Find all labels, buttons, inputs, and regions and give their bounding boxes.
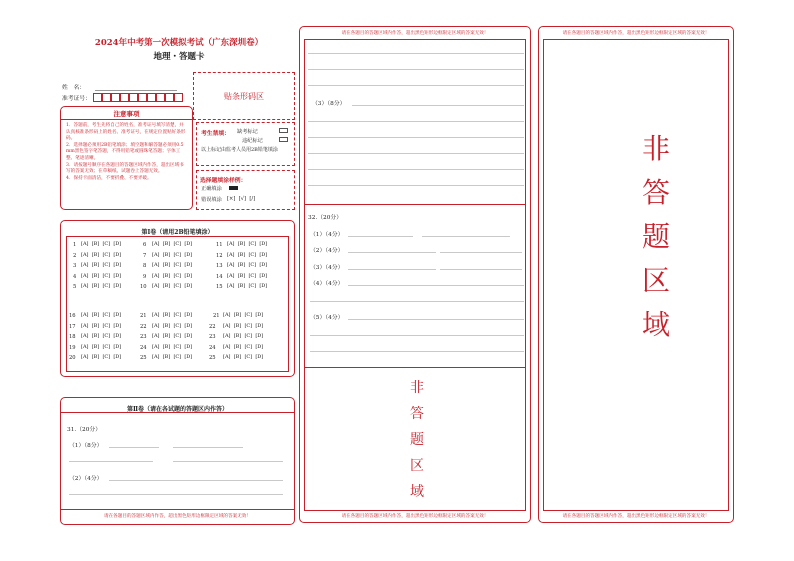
question-number: 8	[143, 263, 147, 269]
non-answer-char: 区	[641, 264, 670, 297]
answer-line[interactable]	[109, 480, 283, 481]
non-answer-char: 非	[410, 380, 424, 396]
notes-box	[60, 106, 193, 210]
question-number: 15	[216, 284, 223, 290]
question-number: 23	[209, 334, 216, 340]
q32-4-label: （4）（4分）	[310, 281, 344, 287]
barcode-area	[193, 72, 295, 120]
answer-bubbles[interactable]: [A] [B] [C] [D]	[81, 241, 122, 247]
wrong-fill-label: 错误填涂	[201, 197, 222, 203]
question-number: 19	[69, 344, 76, 351]
non-answer-char: 区	[410, 458, 424, 474]
q32-2-label: （2）（4分）	[310, 248, 344, 254]
answer-bubbles[interactable]: [A] [B] [C] [D]	[81, 354, 122, 360]
question-number: 22	[209, 323, 216, 330]
question-number: 9	[143, 273, 147, 280]
answer-bubbles[interactable]: [A] [B] [C] [D]	[81, 333, 122, 339]
name-line[interactable]	[95, 90, 177, 91]
non-answer-char: 域	[410, 484, 424, 500]
answer-bubbles[interactable]: [A] [B] [C] [D]	[227, 251, 268, 258]
answer-line[interactable]	[440, 269, 522, 270]
answer-bubbles[interactable]: [A] [B] [C] [D]	[227, 283, 268, 289]
warning-text: 请在各题目的答题区域内作答，超出黑色矩形边框限定区域的答案无效！	[341, 31, 489, 36]
answer-line[interactable]	[308, 137, 524, 138]
fill-sample-box	[196, 170, 295, 210]
page-title: 2024年中考第一次模拟考试（广东深圳卷）	[94, 38, 264, 48]
q32-1-label: （1）（4分）	[310, 232, 344, 238]
answer-line[interactable]	[440, 252, 522, 253]
non-answer-char: 域	[641, 308, 670, 341]
question-number: 12	[216, 252, 223, 259]
answer-line[interactable]	[109, 447, 159, 448]
answer-line[interactable]	[308, 85, 524, 86]
question-number: 16	[69, 313, 76, 319]
note-item: 2．选择题必须用2B铅笔填涂；填空题和解答题必须用0.5 mm黑色签字笔答题，不得用铅笔或圆珠笔答题；字体工整、笔迹清晰。	[66, 142, 184, 161]
wrong-fill-marks: [×] [√] [/]	[227, 196, 256, 202]
question-number: 5	[73, 284, 77, 290]
answer-line[interactable]	[69, 461, 153, 462]
answer-line[interactable]	[69, 494, 283, 495]
answer-line[interactable]	[310, 301, 524, 302]
question-number: 18	[69, 334, 76, 340]
question-number: 3	[73, 263, 77, 269]
answer-line[interactable]	[308, 185, 524, 186]
answer-bubbles[interactable]: [A] [B] [C] [D]	[81, 283, 122, 289]
answer-bubbles[interactable]: [A] [B] [C] [D]	[81, 262, 122, 268]
answer-line[interactable]	[173, 461, 283, 462]
absent-mark-label: 缺考标记	[237, 129, 258, 135]
answer-bubbles[interactable]: [A] [B] [C] [D]	[223, 322, 264, 329]
question-number: 17	[69, 323, 76, 330]
answer-bubbles[interactable]: [A] [B] [C] [D]	[227, 241, 268, 247]
warning-text: 请在各题目的答题区域内作答，超出黑色矩形边框限定区域的答案无效！	[103, 514, 251, 519]
answer-line[interactable]	[308, 69, 524, 70]
question-number: 25	[140, 355, 147, 361]
note-item: 4．保持卡面清洁，不要折叠、不要弄破。	[66, 175, 152, 181]
q31-label: 31.（20分）	[67, 427, 101, 433]
exam-status-box	[196, 122, 295, 166]
answer-bubbles[interactable]: [A] [B] [C] [D]	[223, 343, 264, 350]
answer-bubbles[interactable]: [A] [B] [C] [D]	[81, 312, 122, 318]
non-answer-char: 答	[410, 406, 424, 422]
answer-line[interactable]	[348, 269, 436, 270]
answer-column-2	[299, 26, 531, 523]
answer-bubbles[interactable]: [A] [B] [C] [D]	[152, 283, 193, 289]
exam-status-note: 以上标记由监考人员用2B铅笔填涂	[201, 147, 278, 153]
violation-mark-label: 违纪标记	[242, 138, 263, 144]
correct-fill-label: 正确填涂	[201, 186, 222, 192]
correct-fill-mark	[229, 186, 238, 190]
q32-5-label: （5）（4分）	[310, 315, 344, 321]
answer-bubbles[interactable]: [A] [B] [C] [D]	[152, 241, 193, 247]
question-number: 13	[216, 263, 223, 269]
non-answer-char: 答	[641, 176, 670, 209]
answer-bubbles[interactable]: [A] [B] [C] [D]	[152, 333, 193, 339]
answer-bubbles[interactable]: [A] [B] [C] [D]	[223, 312, 264, 318]
answer-bubbles[interactable]: [A] [B] [C] [D]	[152, 322, 193, 329]
q31-2-label: （2）（4分）	[69, 476, 103, 482]
answer-bubbles[interactable]: [A] [B] [C] [D]	[152, 262, 193, 268]
question-number: 21	[213, 313, 220, 319]
non-answer-char: 题	[410, 432, 424, 448]
exam-id-label: 准考证号：	[62, 96, 91, 102]
answer-line[interactable]	[348, 252, 436, 253]
warning-text: 请在各题目的答题区域内作答，超出黑色矩形边框限定区域的答案无效！	[341, 514, 489, 519]
part2-title: 第Ⅱ卷（请在各试题的答题区内作答）	[126, 406, 229, 413]
absent-checkbox[interactable]	[279, 128, 288, 133]
answer-bubbles[interactable]: [A] [B] [C] [D]	[152, 354, 193, 360]
question-number: 4	[73, 273, 77, 280]
answer-bubbles[interactable]: [A] [B] [C] [D]	[152, 312, 193, 318]
note-item: 3．请按题号顺序在各题目的答题区域内作答，超出区域书写的答案无效；在草稿纸、试题卷上答题无效。	[66, 162, 184, 175]
answer-line[interactable]	[310, 335, 524, 336]
non-answer-char: 题	[641, 220, 670, 253]
part1-box	[60, 220, 295, 377]
violation-checkbox[interactable]	[279, 137, 288, 142]
answer-line[interactable]	[308, 169, 524, 170]
answer-bubbles[interactable]: [A] [B] [C] [D]	[81, 251, 122, 258]
question-number: 25	[209, 355, 216, 361]
question-number: 23	[140, 334, 147, 340]
answer-bubbles[interactable]: [A] [B] [C] [D]	[152, 251, 193, 258]
answer-bubbles[interactable]: [A] [B] [C] [D]	[81, 343, 122, 350]
answer-bubbles[interactable]: [A] [B] [C] [D]	[152, 343, 193, 350]
answer-line[interactable]	[348, 236, 413, 237]
question-number: 10	[140, 284, 147, 290]
warning-text: 请在各题目的答题区域内作答，超出黑色矩形边框限定区域的答案无效！	[562, 31, 710, 36]
part2-box	[60, 397, 295, 525]
question-number: 22	[140, 323, 147, 330]
answer-bubbles[interactable]: [A] [B] [C] [D]	[152, 272, 193, 279]
section-divider	[304, 204, 526, 205]
barcode-label: 贴条形码区	[224, 91, 264, 101]
question-number: 7	[143, 252, 147, 259]
q32-3-label: （3）（4分）	[310, 265, 344, 271]
non-answer-char: 非	[641, 132, 670, 165]
answer-line[interactable]	[173, 447, 243, 448]
name-label: 姓 名：	[62, 85, 86, 91]
answer-bubbles[interactable]: [A] [B] [C] [D]	[81, 322, 122, 329]
q31-1-label: （1）（8分）	[69, 443, 103, 449]
answer-bubbles[interactable]: [A] [B] [C] [D]	[227, 262, 268, 268]
note-item: 1．答题前，考生先将自己的姓名，准考证号填写清楚，并认真核准条形码上的姓名、准考证号，在规定位置贴好条形码。	[66, 123, 186, 142]
fill-sample-title: 选择题填涂样例：	[200, 178, 247, 184]
answer-line[interactable]	[348, 285, 524, 286]
question-number: 2	[73, 252, 77, 259]
q30-3-label: （3）（8分）	[312, 101, 346, 107]
answer-bubbles[interactable]: [A] [B] [C] [D]	[223, 354, 264, 360]
answer-line[interactable]	[308, 153, 524, 154]
page-subtitle: 地理・答题卡	[153, 52, 205, 62]
warning-text: 请在各题目的答题区域内作答，超出黑色矩形边框限定区域的答案无效！	[562, 514, 710, 519]
answer-line[interactable]	[352, 105, 524, 106]
answer-line[interactable]	[308, 53, 524, 54]
answer-line[interactable]	[422, 236, 510, 237]
question-number: 24	[140, 344, 147, 351]
answer-bubbles[interactable]: [A] [B] [C] [D]	[81, 272, 122, 279]
notes-title: 注意事项	[61, 109, 192, 120]
question-number: 21	[140, 313, 147, 319]
question-number: 11	[216, 242, 223, 248]
q32-label: 32.（20分）	[308, 215, 342, 221]
answer-line[interactable]	[308, 121, 524, 122]
question-number: 6	[143, 242, 147, 248]
question-number: 14	[216, 273, 223, 280]
exam-id-grid[interactable]	[93, 93, 193, 102]
section-divider	[304, 367, 526, 368]
answer-column-3	[538, 26, 734, 523]
answer-line[interactable]	[348, 319, 524, 320]
question-number: 24	[209, 344, 216, 351]
part1-title: 第Ⅰ卷（请用2B铅笔填涂）	[141, 229, 214, 236]
answer-line[interactable]	[310, 351, 524, 352]
question-number: 20	[69, 355, 76, 361]
answer-bubbles[interactable]: [A] [B] [C] [D]	[227, 272, 268, 279]
answer-bubbles[interactable]: [A] [B] [C] [D]	[223, 333, 264, 339]
question-number: 1	[73, 242, 77, 248]
exam-status-label: 考生禁填：	[201, 131, 230, 137]
